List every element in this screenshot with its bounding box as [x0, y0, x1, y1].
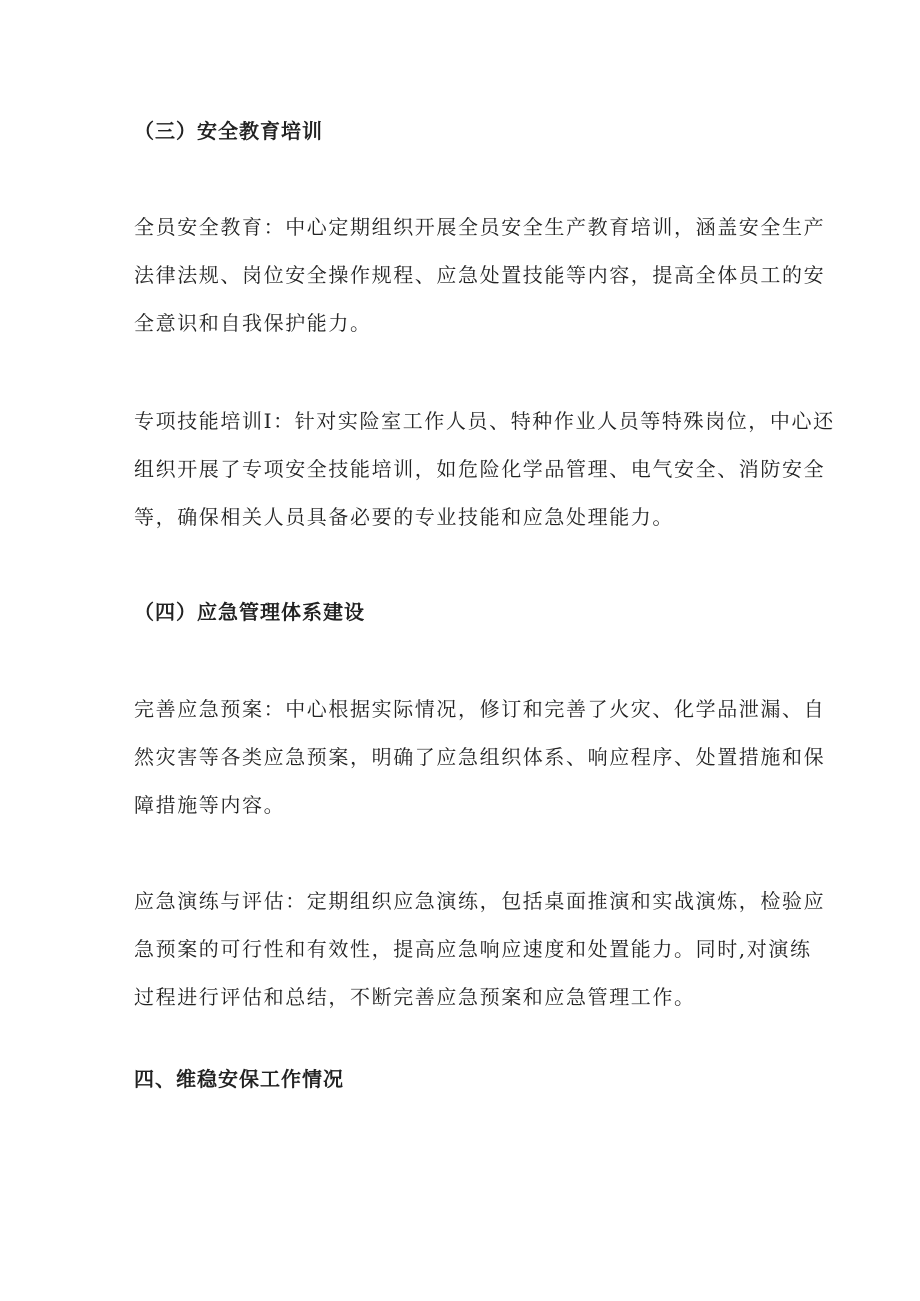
text-line: 等，确保相关人员具备必要的专业技能和应急处理能力。	[134, 505, 674, 529]
section-heading-emergency-management: （四）应急管理体系建设	[134, 600, 365, 624]
text-line: 专项技能培训I：针对实险室工作人员、特种作业人员等特殊岗位，中心还	[134, 409, 835, 433]
text-line: 急预案的可行性和有效性，提高应急响应速度和处置能力。同时,对演练	[134, 937, 812, 961]
paragraph-emergency-plans	[134, 685, 826, 829]
section-heading-security-work: 四、维稳安保工作情况	[134, 1067, 344, 1091]
paragraph-emergency-drills	[134, 877, 826, 1021]
paragraph-special-skills-training	[134, 397, 835, 541]
text-line: 全员安全教育：中心定期组织开展全员安全生产教育培训，涵盖安全生产	[134, 215, 826, 239]
text-line: 过程进行评估和总结，不断完善应急预案和应急管理工作。	[134, 985, 696, 1009]
text-line: 障措施等内容。	[134, 793, 286, 817]
text-line: 法律法规、岗位安全操作规程、应急处置技能等内容，提高全体员工的安	[134, 263, 826, 287]
section-heading-safety-training: （三）安全教育培训	[134, 119, 323, 143]
text-line: 组织开展了专项安全技能培训，如危险化学品管理、电气安全、消防安全	[134, 457, 826, 481]
text-line: 应急演练与评估：定期组织应急演练，包括桌面推演和实战演炼，检验应	[134, 889, 826, 913]
text-line: 然灾害等各类应急预案，明确了应急组织体系、响应程序、处置措施和保	[134, 745, 826, 769]
text-line: 完善应急预案：中心根据实际情况，修订和完善了火灾、化学品泄漏、自	[134, 697, 826, 721]
text-line: 全意识和自我保护能力。	[134, 311, 372, 335]
paragraph-all-staff-education	[134, 203, 826, 347]
